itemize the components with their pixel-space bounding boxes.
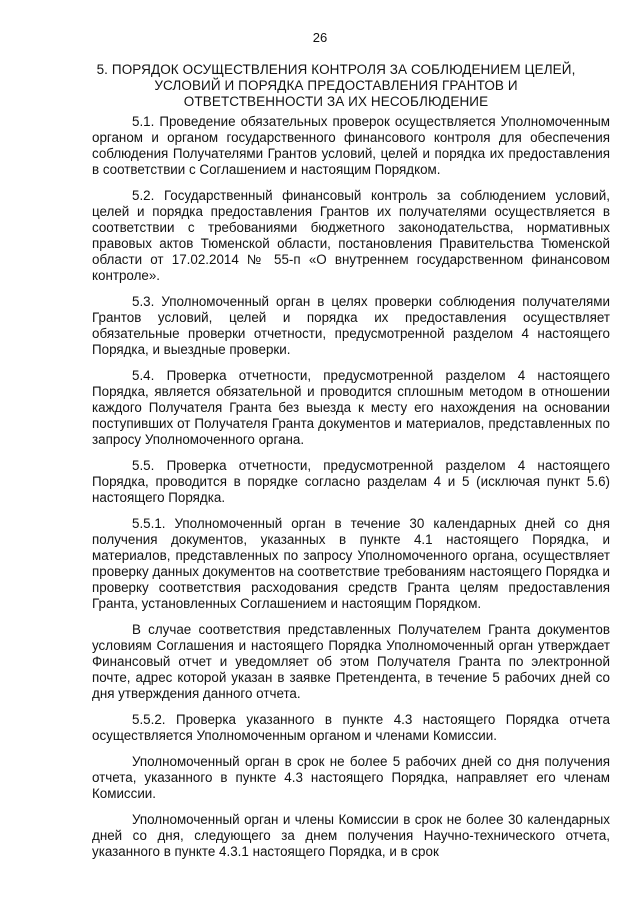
section-heading-line-3: ОТВЕТСТВЕННОСТИ ЗА ИХ НЕСОБЛЮДЕНИЕ [183, 94, 489, 109]
paragraph-commission-referral: Уполномоченный орган в срок не более 5 рабочих дней со дня получения отчета, указанного в пункте 4.3 настоящего Порядка, направляет его членам Комиссии. [92, 754, 610, 801]
paragraph-5-5: 5.5. Проверка отчетности, предусмотренной разделом 4 настоящего Порядка, проводится в порядке согласно разделам 4 и 5 (исключая пункт 5.6) настоящего Порядка. [92, 458, 610, 505]
paragraph-5-1: 5.1. Проведение обязательных проверок осуществляется Уполномоченным органом и органом государственного финансового контроля для обеспечения соблюдения Получателями Грантов условий, целей и порядка их предоставления в соответствии с Соглашением и настоящим Порядком. [92, 114, 610, 177]
paragraph-5-2: 5.2. Государственный финансовый контроль за соблюдением условий, целей и порядка предоставления Грантов их получателями осуществляется в соответствии с требованиями бюджетного законодательства, нормативных правовых актов Тюменской области, постановления Правительства Тюменской области от 17.02.2014 № 55-п «О внутреннем государственном финансовом контроле». [92, 188, 610, 283]
paragraph-commission-review: Уполномоченный орган и члены Комиссии в срок не более 30 календарных дней со дня, следующего за днем получения Научно-технического отчета, указанного в пункте 4.3.1 настоящего Порядка, и в срок [92, 812, 610, 859]
paragraph-5-5-2: 5.5.2. Проверка указанного в пункте 4.3 настоящего Порядка отчета осуществляется Уполномоченным органом и членами Комиссии. [92, 712, 610, 743]
section-heading [70, 62, 602, 110]
section-heading-line-1: 5. ПОРЯДОК ОСУЩЕСТВЛЕНИЯ КОНТРОЛЯ ЗА СОБЛЮДЕНИЕМ ЦЕЛЕЙ, [96, 62, 576, 77]
body-text [92, 114, 610, 870]
page-number: 26 [312, 30, 328, 45]
section-heading-line-2: УСЛОВИЙ И ПОРЯДКА ПРЕДОСТАВЛЕНИЯ ГРАНТОВ И [154, 78, 518, 93]
paragraph-5-3: 5.3. Уполномоченный орган в целях проверки соблюдения получателями Грантов условий, целей и порядка их предоставления осуществляет обязательные проверки отчетности, предусмотренной разделом 4 настоящего Порядка, и выездные проверки. [92, 294, 610, 357]
paragraph-5-4: 5.4. Проверка отчетности, предусмотренной разделом 4 настоящего Порядка, является обязательной и проводится сплошным методом в отношении каждого Получателя Гранта без выезда к месту его нахождения на основании поступивших от Получателя Гранта документов и материалов, представленных по запросу Уполномоченного органа. [92, 368, 610, 447]
paragraph-report-approval: В случае соответствия представленных Получателем Гранта документов условиям Соглашения и настоящего Порядка Уполномоченный орган утверждает Финансовый отчет и уведомляет об этом Получателя Гранта по электронной почте, адрес которой указан в заявке Претендента, в течение 5 рабочих дней со дня утверждения данного отчета. [92, 622, 610, 701]
paragraph-5-5-1: 5.5.1. Уполномоченный орган в течение 30 календарных дней со дня получения документов, указанных в пункте 4.1 настоящего Порядка, и материалов, представленных по запросу Уполномоченного органа, осуществляет проверку данных документов на соответствие требованиям настоящего Порядка и проверку соответствия расходования средств Гранта целям предоставления Гранта, установленных Соглашением и настоящим Порядком. [92, 516, 610, 611]
